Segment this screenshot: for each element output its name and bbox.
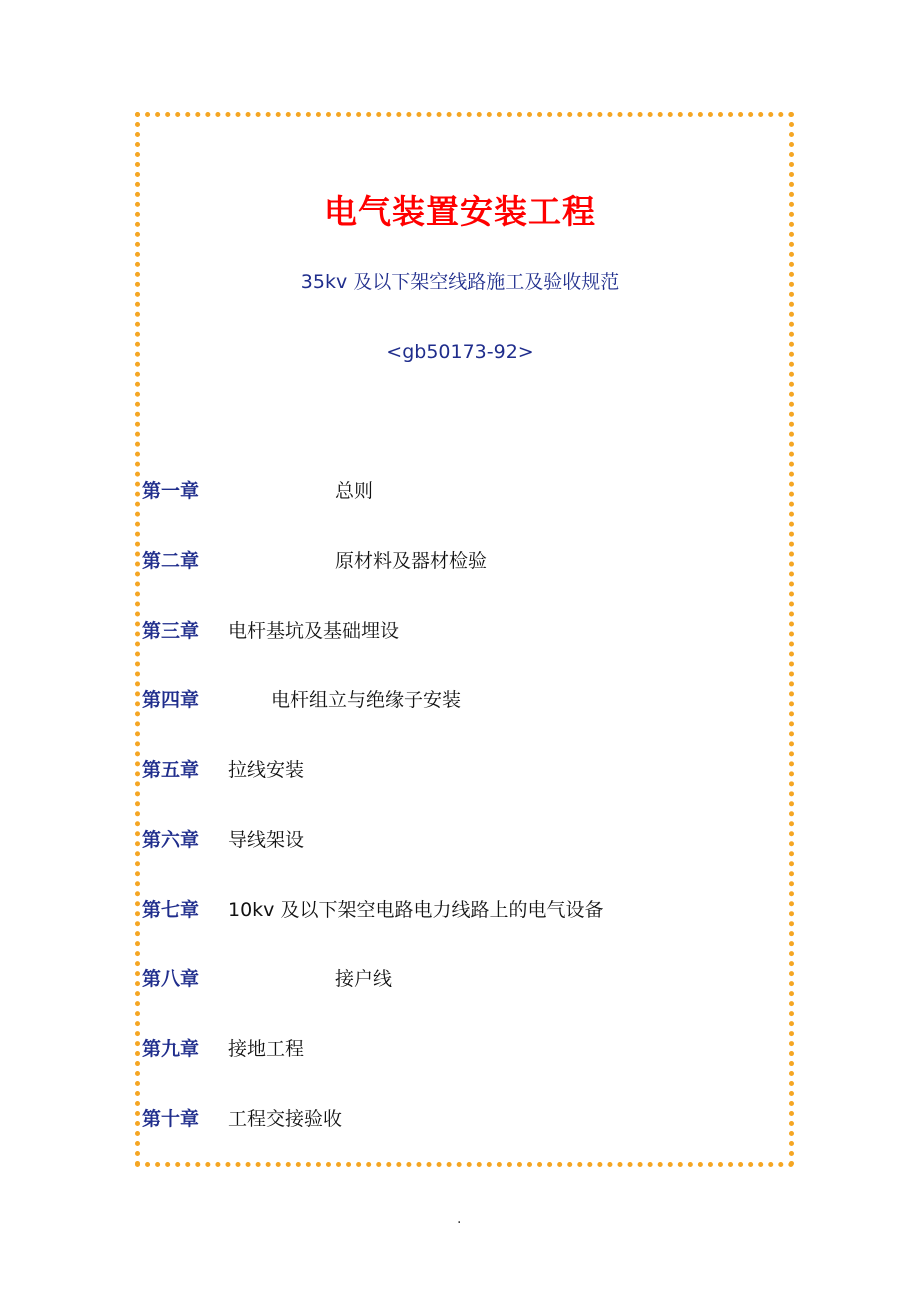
chapter-number: 第六章 (142, 829, 200, 851)
chapter-number: 第八章 (142, 968, 200, 990)
chapter-number: 第一章 (142, 480, 200, 502)
chapter-name: 接地工程 (228, 1038, 305, 1060)
chapter-number: 第十章 (142, 1108, 200, 1130)
chapter-name: 工程交接验收 (228, 1108, 343, 1130)
document-subtitle: 35kv 及以下架空线路施工及验收规范 (300, 271, 620, 293)
chapter-name: 拉线安装 (228, 759, 305, 781)
chapter-name: 电杆基坑及基础埋设 (228, 620, 400, 642)
chapter-name: 原材料及器材检验 (335, 550, 488, 572)
chapter-number: 第九章 (142, 1038, 200, 1060)
chapter-number: 第二章 (142, 550, 200, 572)
chapter-number: 第五章 (142, 759, 200, 781)
chapter-number: 第四章 (142, 689, 200, 711)
chapter-name: 导线架设 (228, 829, 305, 851)
chapter-number: 第七章 (142, 899, 200, 921)
chapter-name: 10kv 及以下架空电路电力线路上的电气设备 (228, 899, 604, 921)
document-title: 电气装置安装工程 (324, 192, 596, 231)
footer-mark: . (457, 1211, 462, 1227)
standard-code: <gb50173-92> (386, 341, 534, 363)
chapter-number: 第三章 (142, 620, 200, 642)
chapter-name: 电杆组立与绝缘子安装 (271, 689, 462, 711)
chapter-name: 接户线 (335, 968, 393, 990)
chapter-name: 总则 (335, 480, 374, 502)
